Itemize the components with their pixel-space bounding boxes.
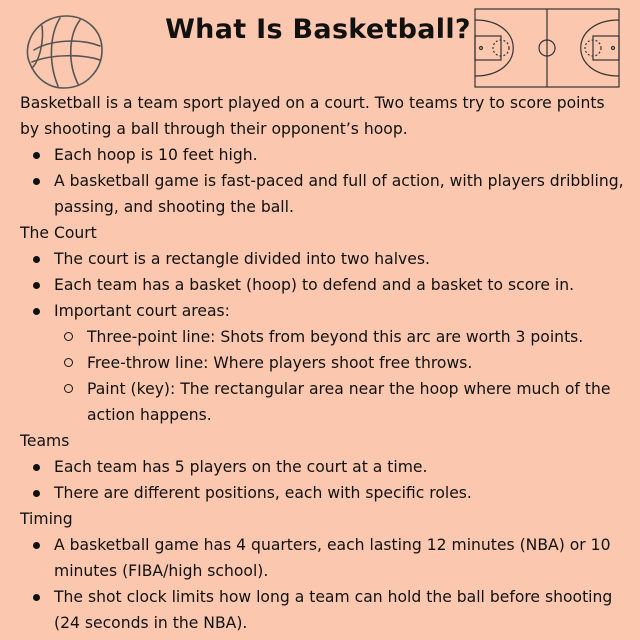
list-item: Each team has a basket (hoop) to defend and a basket to score in. (20, 272, 626, 298)
teams-bullet-list (20, 454, 626, 506)
list-item: There are different positions, each with specific roles. (20, 480, 626, 506)
list-item (20, 298, 626, 428)
header (0, 0, 640, 92)
section-heading-timing: Timing (20, 510, 73, 528)
section-heading-teams: Teams (20, 432, 70, 450)
intro-bullet-list (20, 142, 626, 220)
sub-list-item: Free-throw line: Where players shoot free throws. (20, 350, 626, 376)
list-item: Each hoop is 10 feet high. (20, 142, 626, 168)
list-item: A basketball game has 4 quarters, each lasting 12 minutes (NBA) or 10 minutes (FIBA/high school). (20, 532, 626, 584)
list-item-label: Important court areas: (54, 302, 230, 320)
timing-bullet-list (20, 532, 626, 636)
list-item: The shot clock limits how long a team can hold the ball before shooting (24 seconds in the NBA). (20, 584, 626, 636)
article-body (20, 90, 626, 636)
list-item: Each team has 5 players on the court at a time. (20, 454, 626, 480)
court-areas-sublist (54, 324, 626, 428)
page-title: What Is Basketball? (165, 14, 471, 45)
sub-list-item: Three-point line: Shots from beyond this arc are worth 3 points. (20, 324, 626, 350)
basketball-court-icon (474, 8, 620, 88)
list-item: The court is a rectangle divided into two halves. (20, 246, 626, 272)
basketball-icon (20, 10, 106, 92)
court-bullet-list (20, 246, 626, 428)
intro-paragraph: Basketball is a team sport played on a court. Two teams try to score points by shooting a ball through their opponent’s hoop. (20, 94, 605, 138)
sub-list-item: Paint (key): The rectangular area near the hoop where much of the action happens. (20, 376, 626, 428)
section-heading-court: The Court (20, 224, 97, 242)
list-item: A basketball game is fast-paced and full of action, with players dribbling, passing, and shooting the ball. (20, 168, 626, 220)
